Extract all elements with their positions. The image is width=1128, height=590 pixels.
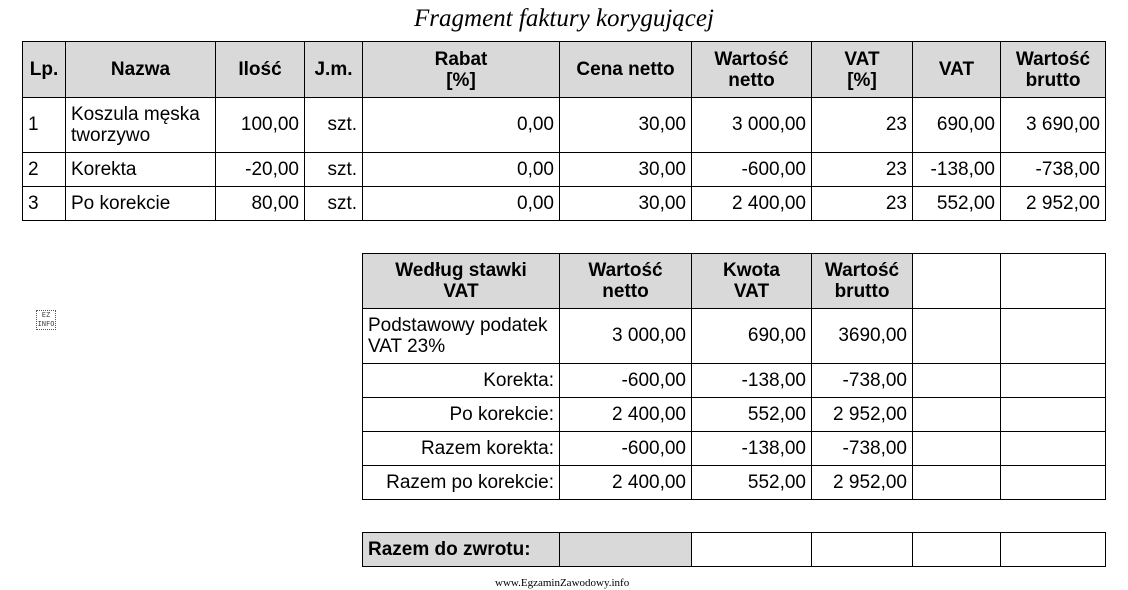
table-row <box>363 309 1106 364</box>
table-row <box>363 466 1106 500</box>
refund-amount-cell <box>560 533 692 567</box>
cell-vat: 690,00 <box>913 98 1001 153</box>
cell-cena-netto: 30,00 <box>560 187 692 221</box>
cell-wartosc-netto: -600,00 <box>560 432 692 466</box>
cell-jm: szt. <box>305 98 363 153</box>
header-vat: VAT <box>913 42 1001 98</box>
cell-wartosc-netto: -600,00 <box>692 153 812 187</box>
empty-cell <box>692 533 812 567</box>
cell-rabat: 0,00 <box>363 98 560 153</box>
empty-cell <box>913 432 1001 466</box>
header-wartosc-brutto: Wartość brutto <box>812 254 913 309</box>
cell-kwota-vat: -138,00 <box>692 364 812 398</box>
empty-cell <box>913 364 1001 398</box>
cell-wartosc-brutto: 2 952,00 <box>812 398 913 432</box>
cell-ilosc: -20,00 <box>216 153 305 187</box>
cell-wartosc-brutto: 2 952,00 <box>812 466 913 500</box>
empty-cell <box>1001 364 1106 398</box>
header-lp: Lp. <box>23 42 66 98</box>
cell-wartosc-netto: 2 400,00 <box>560 398 692 432</box>
cell-nazwa: Po korekcie <box>66 187 216 221</box>
empty-cell <box>1001 466 1106 500</box>
invoice-table <box>22 41 1106 221</box>
table-row <box>363 398 1106 432</box>
invoice-header-row <box>23 42 1106 98</box>
cell-wartosc-netto: 3 000,00 <box>692 98 812 153</box>
cell-wartosc-brutto: 3 690,00 <box>1001 98 1106 153</box>
header-wartosc-netto: Wartość netto <box>560 254 692 309</box>
cell-wartosc-netto: -600,00 <box>560 364 692 398</box>
cell-stawka: Razem po korekcie: <box>363 466 560 500</box>
cell-nazwa: Korekta <box>66 153 216 187</box>
cell-vat: -138,00 <box>913 153 1001 187</box>
empty-cell <box>913 254 1001 309</box>
cell-wartosc-netto: 2 400,00 <box>692 187 812 221</box>
cell-wartosc-netto: 3 000,00 <box>560 309 692 364</box>
cell-wartosc-brutto: -738,00 <box>1001 153 1106 187</box>
table-row <box>23 187 1106 221</box>
refund-label: Razem do zwrotu: <box>363 533 560 567</box>
cell-wartosc-netto: 2 400,00 <box>560 466 692 500</box>
cell-vat-procent: 23 <box>812 153 913 187</box>
table-row <box>363 432 1106 466</box>
cell-lp: 2 <box>23 153 66 187</box>
cell-rabat: 0,00 <box>363 187 560 221</box>
vat-header-row <box>363 254 1106 309</box>
header-jm: J.m. <box>305 42 363 98</box>
cell-cena-netto: 30,00 <box>560 98 692 153</box>
empty-cell <box>1001 398 1106 432</box>
empty-cell <box>1001 533 1106 567</box>
header-cena-netto: Cena netto <box>560 42 692 98</box>
cell-nazwa: Koszula męska tworzywo <box>66 98 216 153</box>
header-wedlug-stawki: Według stawki VAT <box>363 254 560 309</box>
refund-row <box>363 533 1106 567</box>
cell-lp: 1 <box>23 98 66 153</box>
header-nazwa: Nazwa <box>66 42 216 98</box>
cell-wartosc-brutto: 2 952,00 <box>1001 187 1106 221</box>
table-row <box>23 153 1106 187</box>
cell-vat-procent: 23 <box>812 98 913 153</box>
cell-lp: 3 <box>23 187 66 221</box>
header-kwota-vat: Kwota VAT <box>692 254 812 309</box>
cell-jm: szt. <box>305 153 363 187</box>
cell-kwota-vat: 552,00 <box>692 466 812 500</box>
refund-table <box>362 532 1106 567</box>
cell-stawka: Razem korekta: <box>363 432 560 466</box>
cell-ilosc: 80,00 <box>216 187 305 221</box>
empty-cell <box>913 398 1001 432</box>
empty-cell <box>1001 432 1106 466</box>
header-wartosc-netto: Wartość netto <box>692 42 812 98</box>
header-rabat: Rabat [%] <box>363 42 560 98</box>
header-vat-procent: VAT [%] <box>812 42 913 98</box>
cell-rabat: 0,00 <box>363 153 560 187</box>
header-ilosc: Ilość <box>216 42 305 98</box>
cell-wartosc-brutto: -738,00 <box>812 432 913 466</box>
empty-cell <box>913 466 1001 500</box>
cell-kwota-vat: 552,00 <box>692 398 812 432</box>
empty-cell <box>1001 309 1106 364</box>
cell-wartosc-brutto: -738,00 <box>812 364 913 398</box>
cell-kwota-vat: -138,00 <box>692 432 812 466</box>
cell-stawka: Po korekcie: <box>363 398 560 432</box>
cell-vat: 552,00 <box>913 187 1001 221</box>
cell-wartosc-brutto: 3690,00 <box>812 309 913 364</box>
footer-url: www.EgzaminZawodowy.info <box>495 577 630 589</box>
cell-stawka: Korekta: <box>363 364 560 398</box>
cell-stawka: Podstawowy podatek VAT 23% <box>363 309 560 364</box>
table-row <box>363 364 1106 398</box>
ez-info-icon: EZ INFO <box>37 311 55 328</box>
vat-summary-table <box>362 253 1106 500</box>
empty-cell <box>913 533 1001 567</box>
empty-cell <box>812 533 913 567</box>
header-wartosc-brutto: Wartość brutto <box>1001 42 1106 98</box>
cell-kwota-vat: 690,00 <box>692 309 812 364</box>
cell-vat-procent: 23 <box>812 187 913 221</box>
invoice-title: Fragment faktury korygującej <box>414 5 714 32</box>
table-row <box>23 98 1106 153</box>
cell-jm: szt. <box>305 187 363 221</box>
empty-cell <box>913 309 1001 364</box>
cell-ilosc: 100,00 <box>216 98 305 153</box>
cell-cena-netto: 30,00 <box>560 153 692 187</box>
empty-cell <box>1001 254 1106 309</box>
